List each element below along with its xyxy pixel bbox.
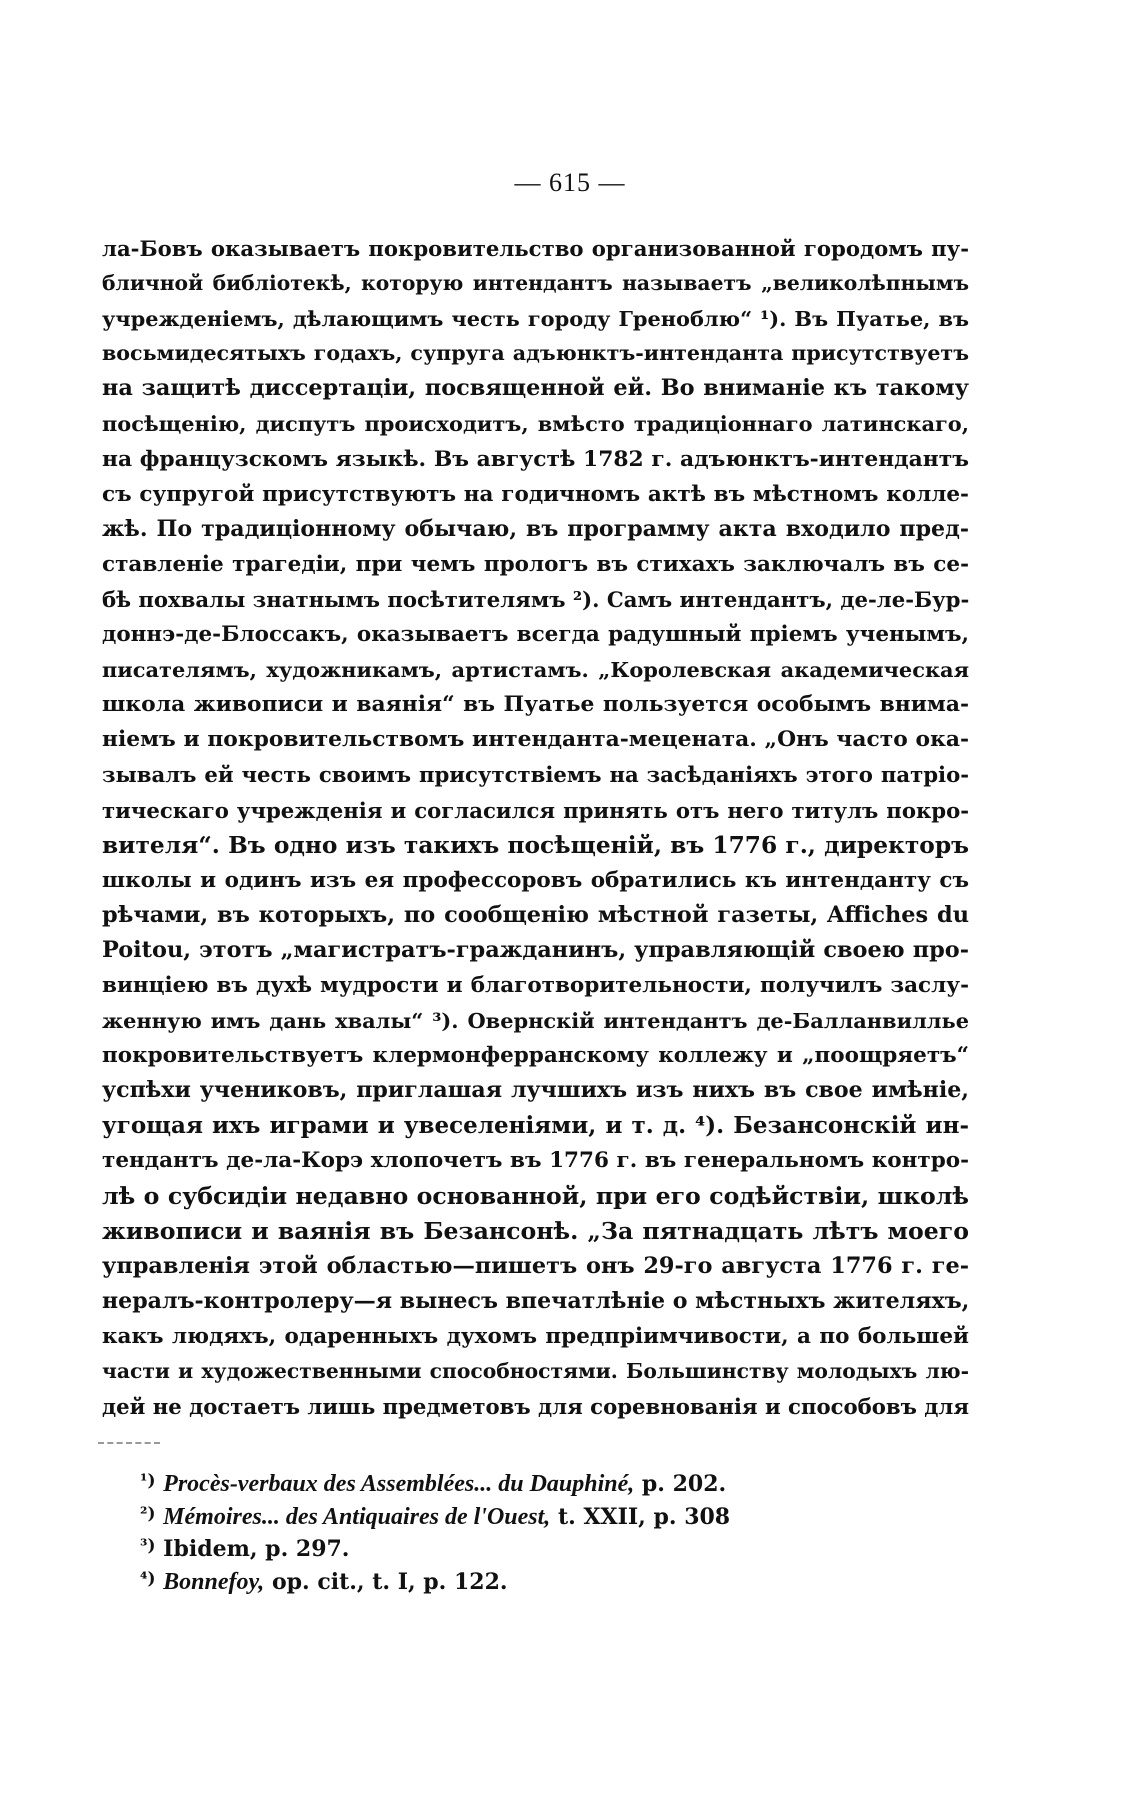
footnote-1 bbox=[140, 1465, 900, 1498]
footnote-reference: op. cit., t. I, p. 122. bbox=[264, 1568, 508, 1595]
footnote-source-title: Mémoires... des Antiquaires de l'Ouest, bbox=[163, 1503, 551, 1530]
text-line: какъ людяхъ, одаренныхъ духомъ предпріимчивости, а по большей bbox=[102, 1323, 969, 1349]
text-line: ла-Бовъ оказываетъ покровительство организованной городомъ пу- bbox=[102, 236, 969, 261]
text-line: успѣхи учениковъ, приглашая лучшихъ изъ нихъ въ свое имѣніе, bbox=[102, 1077, 969, 1104]
text-line: винціею въ духѣ мудрости и благотворительности, получилъ заслу- bbox=[102, 972, 969, 998]
footnote-mark: ²) bbox=[140, 1503, 156, 1524]
text-line: бѣ похвалы знатнымъ посѣтителямъ ²). Самъ интендантъ, де-ле-Бур- bbox=[102, 586, 969, 612]
footnote-reference: p. 202. bbox=[634, 1471, 727, 1497]
footnote-reference: Ibidem, p. 297. bbox=[163, 1536, 350, 1562]
text-line: ставленіе трагедіи, при чемъ прологъ въ стихахъ заключалъ въ се- bbox=[102, 551, 969, 577]
footnote-mark: ⁴) bbox=[140, 1568, 156, 1589]
text-line: жѣ. По традиціонному обычаю, въ программу акта входило пред- bbox=[102, 515, 969, 542]
footnote-source-title: Procès-verbaux des Assemblées... du Dauphiné, bbox=[163, 1471, 635, 1497]
footnote-mark: ³) bbox=[140, 1536, 156, 1556]
text-line: тическаго учрежденія и согласился принять отъ него титулъ покро- bbox=[102, 797, 969, 823]
text-line: учрежденіемъ, дѣлающимъ честь городу Греноблю“ ¹). Въ Пуатье, въ bbox=[102, 306, 969, 332]
text-line: посѣщенію, диспутъ происходитъ, вмѣсто традиціоннаго латинскаго, bbox=[102, 411, 969, 437]
text-line: живописи и ваянія въ Безансонѣ. „За пятнадцать лѣтъ моего bbox=[102, 1216, 969, 1245]
footnote-4 bbox=[140, 1563, 900, 1596]
text-line: вителя“. Въ одно изъ такихъ посѣщеній, въ 1776 г., директоръ bbox=[102, 831, 969, 859]
footnote-2 bbox=[140, 1498, 900, 1531]
text-line: лѣ о субсидіи недавно основанной, при его содѣйствіи, школѣ bbox=[102, 1181, 969, 1210]
text-line: писателямъ, художникамъ, артистамъ. „Королевская академическая bbox=[102, 657, 969, 683]
text-line: доннэ-де-Блоссакъ, оказываетъ всегда радушный пріемъ ученымъ, bbox=[102, 622, 969, 648]
text-line: нералъ-контролеру—я вынесъ впечатлѣніе о мѣстныхъ жителяхъ, bbox=[102, 1287, 969, 1314]
text-line: дей не достаетъ лишь предметовъ для соревнованія и способовъ для bbox=[102, 1394, 969, 1420]
footnotes bbox=[140, 1465, 900, 1595]
footnote-reference: t. XXII, p. 308 bbox=[550, 1503, 731, 1530]
text-line: ніемъ и покровительствомъ интенданта-мецената. „Онъ часто ока- bbox=[102, 727, 969, 753]
text-line: рѣчами, въ которыхъ, по сообщенію мѣстной газеты, Affiches du bbox=[102, 901, 969, 928]
footnote-3 bbox=[140, 1530, 900, 1563]
text-line: на защитѣ диссертаціи, посвященной ей. Во вниманіе къ такому bbox=[102, 375, 969, 402]
footnote-source-title: Bonnefoy, bbox=[163, 1568, 265, 1595]
body-text bbox=[102, 231, 969, 1424]
text-line: съ супругой присутствуютъ на годичномъ актѣ въ мѣстномъ колле- bbox=[102, 481, 969, 507]
text-line: бличной библіотекѣ, которую интендантъ называетъ „великолѣпнымъ bbox=[102, 271, 969, 296]
text-line: на французскомъ языкѣ. Въ августѣ 1782 г. адъюнктъ-интендантъ bbox=[102, 446, 969, 472]
text-line: зывалъ ей честь своимъ присутствіемъ на засѣданіяхъ этого патріо- bbox=[102, 762, 969, 788]
text-line: женную имъ дань хвалы“ ³). Овернскій интендантъ де-Балланвиллье bbox=[102, 1008, 969, 1034]
footnote-separator bbox=[98, 1442, 160, 1444]
text-line: угощая ихъ играми и увеселеніями, и т. д. ⁴). Безансонскій ин- bbox=[102, 1112, 969, 1140]
text-line: восьмидесятыхъ годахъ, супруга адъюнктъ-интенданта присутствуетъ bbox=[102, 341, 969, 366]
text-line: части и художественными способностями. Большинству молодыхъ лю- bbox=[102, 1359, 969, 1383]
text-line: Poitou, этотъ „магистратъ-гражданинъ, управляющій своею про- bbox=[102, 936, 969, 963]
text-line: управленія этой областью—пишетъ онъ 29-го августа 1776 г. ге- bbox=[102, 1252, 969, 1279]
footnote-mark: ¹) bbox=[140, 1471, 156, 1491]
text-line: тендантъ де-ла-Корэ хлопочетъ въ 1776 г. въ генеральномъ контро- bbox=[102, 1148, 969, 1174]
text-line: школы и одинъ изъ ея профессоровъ обратились къ интенданту съ bbox=[102, 867, 969, 893]
text-line: школа живописи и ваянія“ въ Пуатье пользуется особымъ внима- bbox=[102, 692, 969, 718]
page-number: — 615 — bbox=[514, 168, 626, 197]
text-line: покровительствуетъ клермонферранскому коллежу и „поощряетъ“ bbox=[102, 1043, 969, 1069]
